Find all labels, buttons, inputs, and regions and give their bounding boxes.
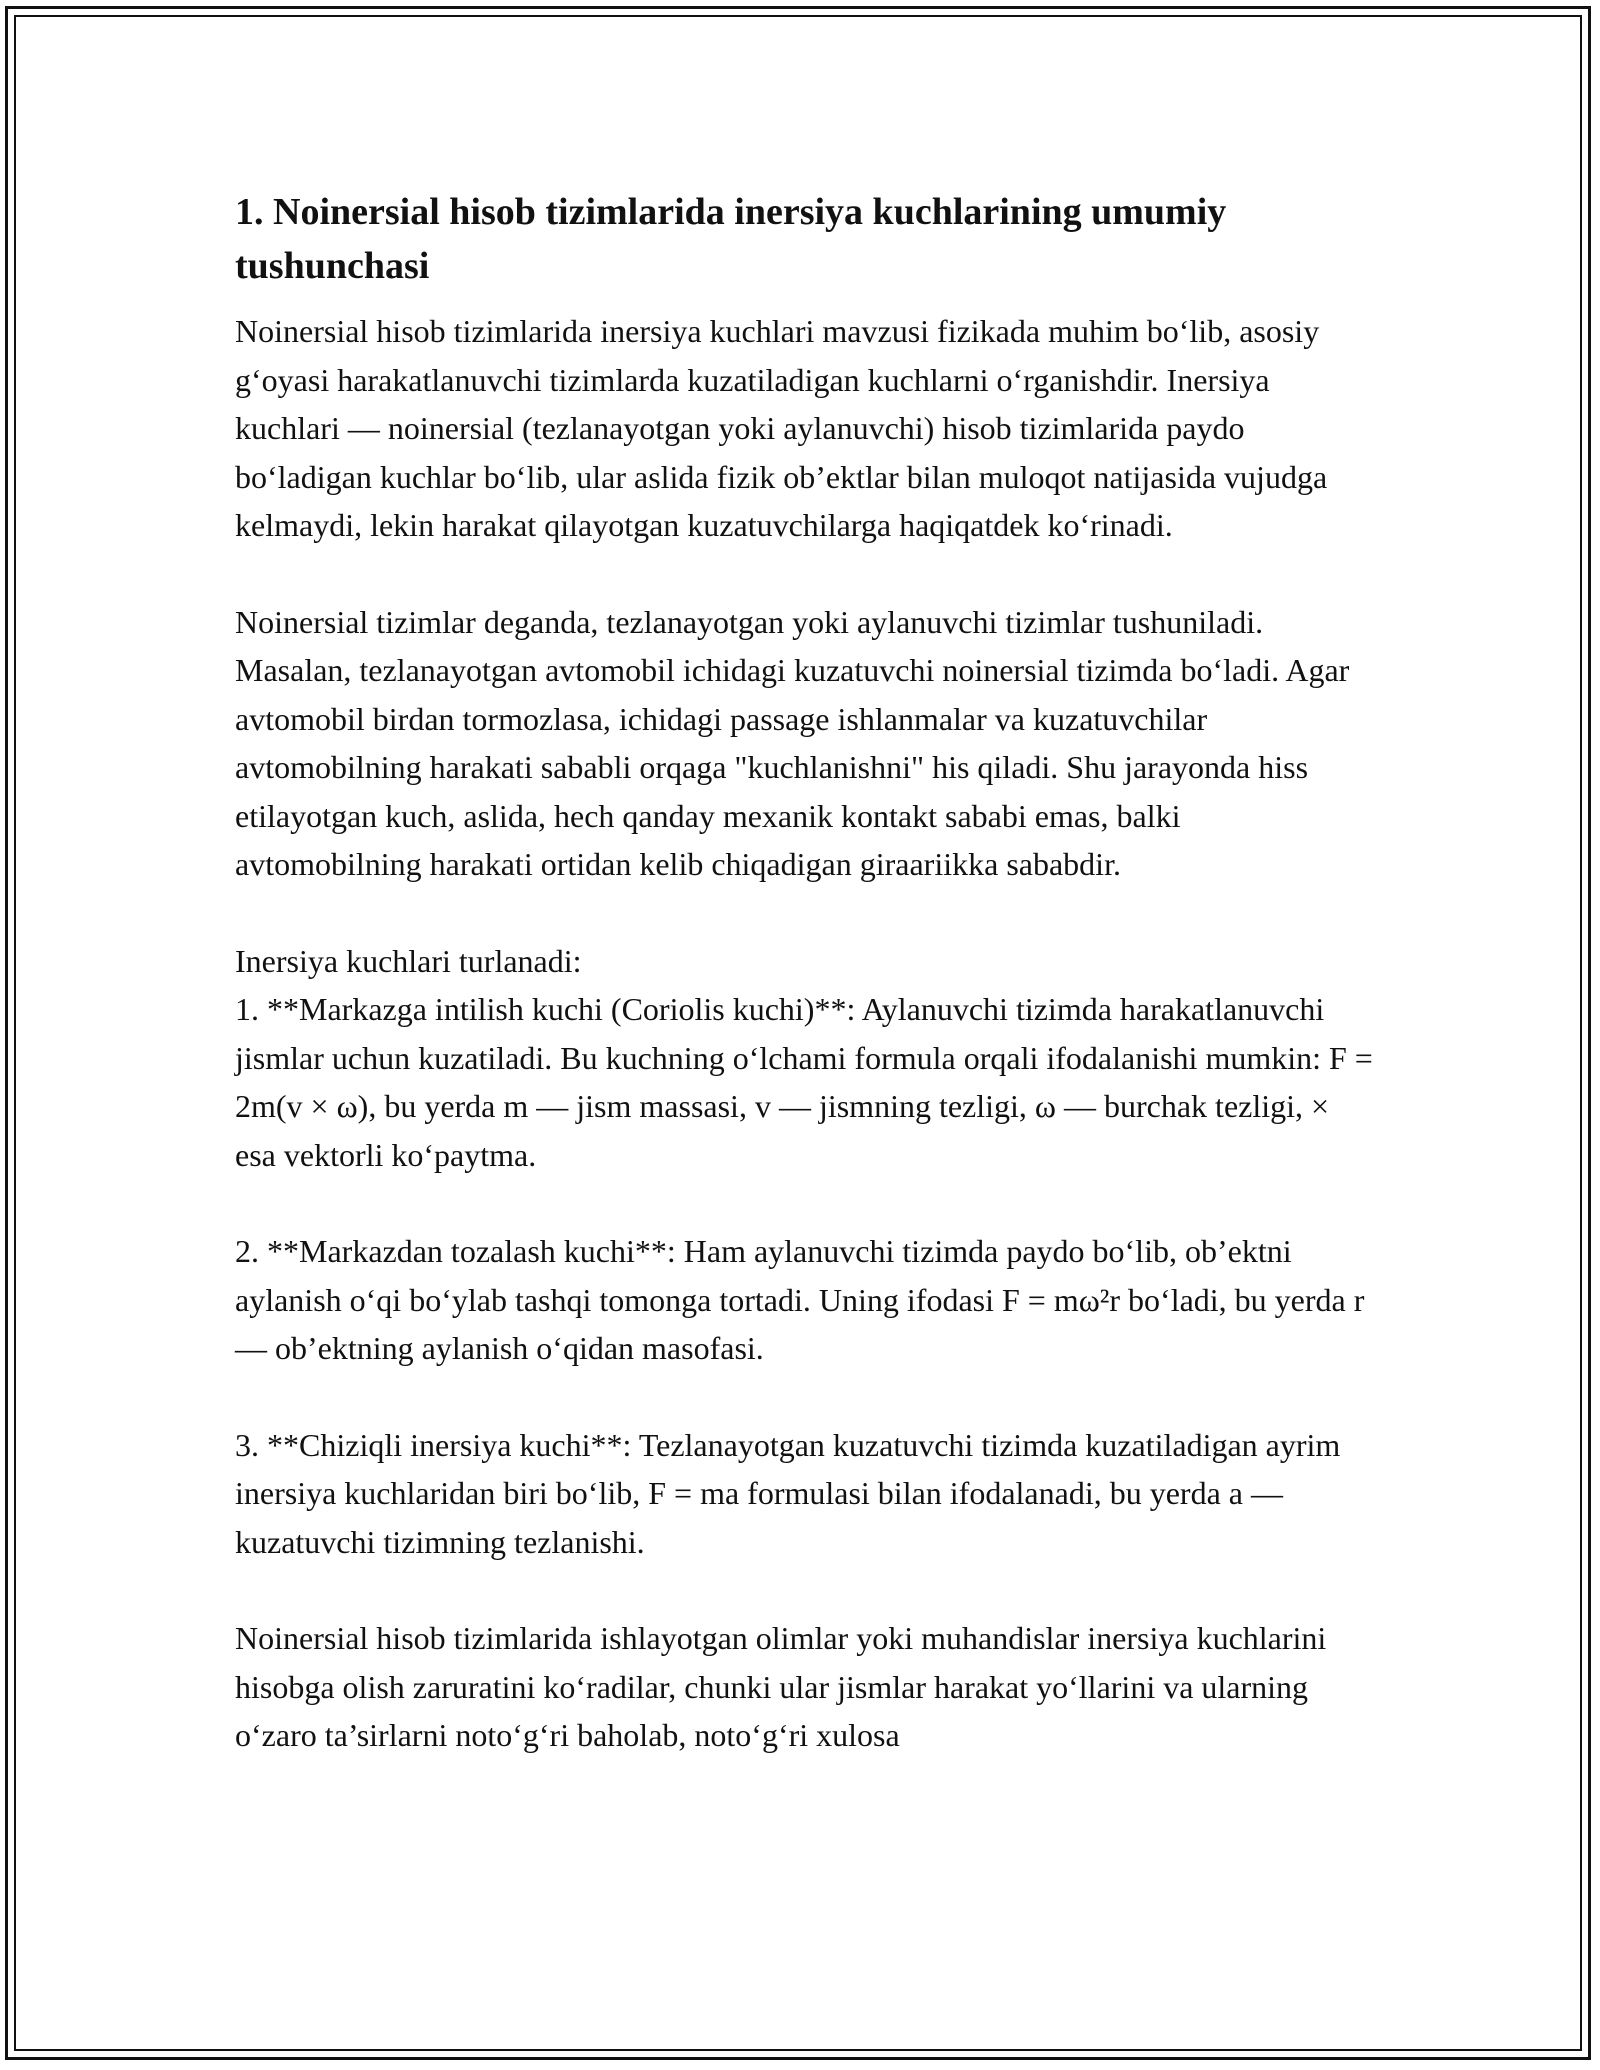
list-item-coriolis: 1. **Markazga intilish kuchi (Coriolis kuchi)**: Aylanuvchi tizimda harakatlanuvchi jismlar uchun kuzatiladi. Bu kuchning o‘lchami formula orqali ifodalanishi mumkin: F = 2m(v × ω), bu yerda m — jism massasi, v — jismning tezligi, ω — burchak tezligi, × esa vektorli ko‘paytma. bbox=[235, 991, 1373, 1173]
list-item-linear-inertia: 3. **Chiziqli inersiya kuchi**: Tezlanayotgan kuzatuvchi tizimda kuzatiladigan ayrim inersiya kuchlaridan biri bo‘lib, F = ma formulasi bilan ifodalanadi, bu yerda a — kuzatuvchi tizimning tezlanishi. bbox=[235, 1426, 1341, 1560]
paragraph-intro: Noinersial hisob tizimlarida inersiya kuchlari mavzusi fizikada muhim bo‘lib, asosiy g‘oyasi harakatlanuvchi tizimlarda kuzatiladigan kuchlarni o‘rganishdir. Inersiya kuchlari — noinersial (tezlanayotgan yoki aylanuvchi) hisob tizimlarida paydo bo‘ladigan kuchlar bo‘lib, ular aslida fizik ob’ektlar bilan muloqot natijasida vujudga kelmaydi, lekin harakat qilayotgan kuzatuvchilarga haqiqatdek ko‘rinadi. bbox=[235, 313, 1328, 543]
paragraph-conclusion: Noinersial hisob tizimlarida ishlayotgan olimlar yoki muhandislar inersiya kuchlarini hisobga olish zaruratini ko‘radilar, chunki ular jismlar harakat yo‘llarini va ularning o‘zaro ta’sirlarni noto‘g‘ri baholab, noto‘g‘ri xulosa bbox=[235, 1620, 1327, 1753]
document-body bbox=[235, 185, 1375, 1760]
paragraph-types-intro: Inersiya kuchlari turlanadi: bbox=[235, 942, 582, 979]
paragraph-noninertial-example: Noinersial tizimlar deganda, tezlanayotgan yoki aylanuvchi tizimlar tushuniladi. Masalan, tezlanayotgan avtomobil ichidagi kuzatuvchi noinersial tizimda bo‘ladi. Agar avtomobil birdan tormozlasa, ichidagi passage ishlanmalar va kuzatuvchilar avtomobilning harakati sababli orqaga "kuchlanishni" his qiladi. Shu jarayonda hiss etilayotgan kuch, aslida, hech qanday mexanik kontakt sababi emas, balki avtomobilning harakati ortidan kelib chiqadigan giraariikka sababdir. bbox=[235, 603, 1350, 882]
list-item-centrifugal: 2. **Markazdan tozalash kuchi**: Ham aylanuvchi tizimda paydo bo‘lib, ob’ektni aylanish o‘qi bo‘ylab tashqi tomonga tortadi. Uning ifodasi F = mω²r bo‘ladi, bu yerda r — ob’ektning aylanish o‘qidan masofasi. bbox=[235, 1233, 1365, 1366]
section-heading: 1. Noinersial hisob tizimlarida inersiya kuchlarining umumiy tushunchasi bbox=[235, 191, 1227, 287]
